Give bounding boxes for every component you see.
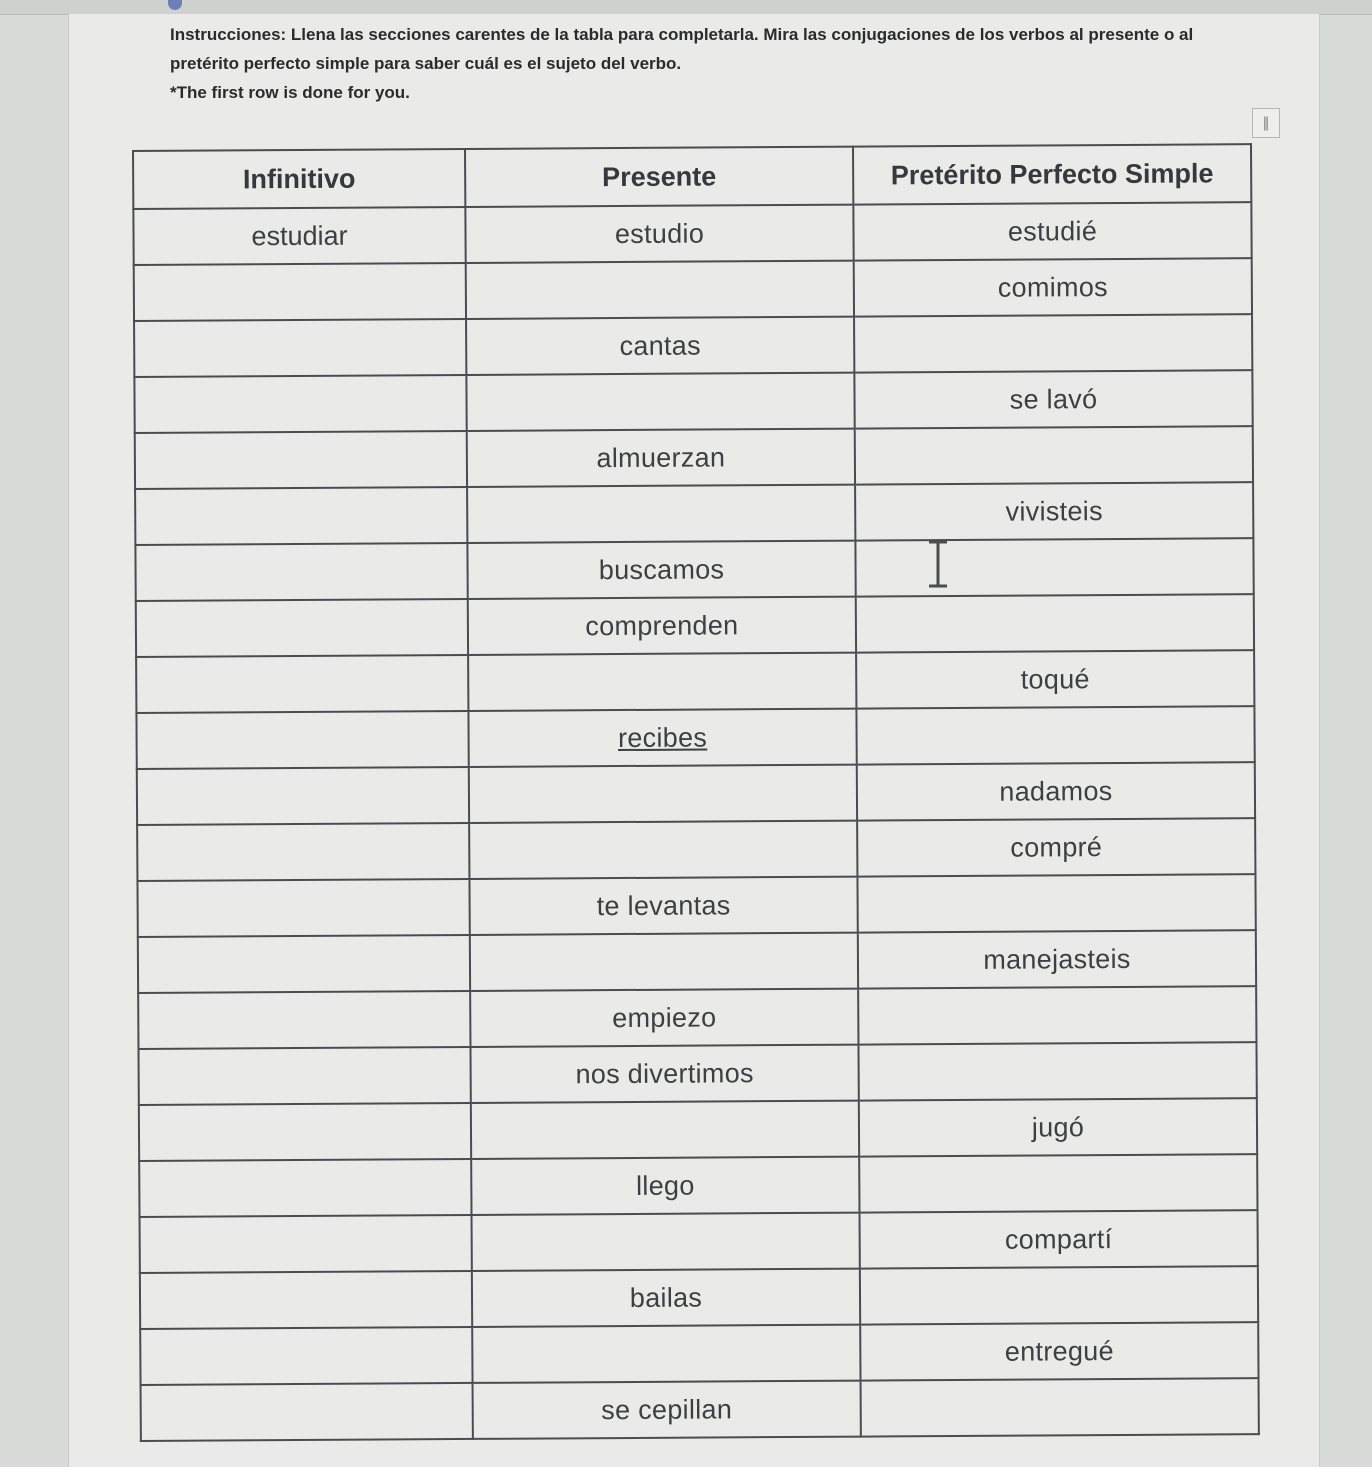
presente-cell[interactable]: se cepillan [473,1381,861,1439]
header-preterito: Pretérito Perfecto Simple [853,144,1251,204]
presente-cell[interactable] [466,373,854,431]
table-row [134,314,1252,377]
preterito-cell[interactable] [856,594,1254,652]
table-row [134,370,1252,433]
presente-cell[interactable] [472,1325,860,1383]
table-row [138,986,1256,1049]
table-row [138,1042,1256,1105]
infinitivo-cell[interactable] [138,991,470,1049]
infinitivo-cell[interactable] [134,319,466,377]
table-row [136,594,1254,657]
table-row [136,650,1254,713]
preterito-cell[interactable]: compartí [860,1210,1258,1268]
infinitivo-cell[interactable] [136,655,468,713]
table-row [137,762,1255,825]
presente-cell[interactable]: empiezo [470,989,858,1047]
infinitivo-cell[interactable] [135,431,467,489]
table-row [139,1098,1257,1161]
preterito-cell[interactable] [858,986,1256,1044]
presente-cell[interactable] [468,653,856,711]
presente-cell[interactable] [466,261,854,319]
presente-cell[interactable]: buscamos [467,541,855,599]
infinitivo-cell[interactable] [135,543,467,601]
presente-cell[interactable]: estudio [465,205,853,263]
table-row [137,818,1255,881]
preterito-cell[interactable] [857,874,1255,932]
presente-cell[interactable]: recibes [468,709,856,767]
presente-cell[interactable]: llego [471,1157,859,1215]
document-ruler[interactable] [0,0,1372,15]
infinitivo-cell[interactable] [136,599,468,657]
preterito-cell[interactable]: compré [857,818,1255,876]
header-presente: Presente [465,147,853,207]
infinitivo-cell[interactable] [139,1159,471,1217]
presente-cell[interactable] [472,1213,860,1271]
preterito-cell[interactable]: comimos [854,258,1252,316]
presente-cell[interactable]: comprenden [468,597,856,655]
preterito-cell[interactable] [861,1378,1259,1436]
preterito-cell[interactable]: entregué [860,1322,1258,1380]
presente-cell[interactable] [469,765,857,823]
infinitivo-cell[interactable] [139,1103,471,1161]
table-row [135,482,1253,545]
preterito-cell[interactable] [860,1266,1258,1324]
verb-conjugation-table[interactable] [132,143,1260,1442]
preterito-cell[interactable]: vivisteis [855,482,1253,540]
preterito-cell[interactable] [855,538,1253,596]
infinitivo-cell[interactable] [136,711,468,769]
preterito-cell[interactable] [858,1042,1256,1100]
table-row [138,930,1256,993]
presente-cell[interactable] [471,1101,859,1159]
infinitivo-cell[interactable] [141,1383,473,1441]
presente-cell[interactable] [467,485,855,543]
table-row [139,1154,1257,1217]
presente-cell[interactable] [469,821,857,879]
infinitivo-cell[interactable] [137,767,469,825]
presente-cell[interactable] [470,933,858,991]
presente-cell[interactable]: nos divertimos [470,1045,858,1103]
infinitivo-cell[interactable] [134,375,466,433]
preterito-cell[interactable] [856,706,1254,764]
table-row [140,1210,1258,1273]
infinitivo-cell[interactable] [140,1271,472,1329]
preterito-cell[interactable]: manejasteis [858,930,1256,988]
presente-cell[interactable]: te levantas [469,877,857,935]
preterito-cell[interactable] [854,314,1252,372]
table-row [135,538,1253,601]
presente-cell[interactable]: almuerzan [467,429,855,487]
infinitivo-cell[interactable] [138,935,470,993]
header-infinitivo: Infinitivo [133,149,465,209]
infinitivo-cell[interactable] [137,879,469,937]
preterito-cell[interactable]: estudié [853,202,1251,260]
infinitivo-cell[interactable] [134,263,466,321]
table-row [133,202,1251,265]
instructions-text: Instrucciones: Llena las secciones carentes de la tabla para completarla. Mira las conjugaciones de los verbos al presente o al pretérito perfecto simple para saber cuál es el sujeto del verbo. [170,25,1194,73]
table-row [134,258,1252,321]
table-header-row [133,144,1251,209]
infinitivo-cell[interactable] [137,823,469,881]
table-row [136,706,1254,769]
table-row [140,1266,1258,1329]
table-row [141,1378,1259,1441]
preterito-cell[interactable] [859,1154,1257,1212]
preterito-cell[interactable] [855,426,1253,484]
table-row [140,1322,1258,1385]
infinitivo-cell[interactable] [140,1327,472,1385]
infinitivo-cell[interactable] [138,1047,470,1105]
preterito-cell[interactable]: jugó [859,1098,1257,1156]
table-row [135,426,1253,489]
instructions-note: *The first row is done for you. [170,83,410,102]
infinitivo-cell[interactable] [135,487,467,545]
preterito-cell[interactable]: toqué [856,650,1254,708]
i-beam-cursor-icon [925,540,951,588]
indent-marker-icon[interactable] [168,0,182,10]
instructions-block [170,20,1230,107]
preterito-cell[interactable]: nadamos [857,762,1255,820]
table-row [137,874,1255,937]
preterito-cell[interactable]: se lavó [854,370,1252,428]
infinitivo-cell[interactable]: estudiar [133,207,465,265]
presente-cell[interactable]: cantas [466,317,854,375]
presente-cell[interactable]: bailas [472,1269,860,1327]
section-marker-icon[interactable]: ‖ [1252,108,1280,138]
infinitivo-cell[interactable] [140,1215,472,1273]
